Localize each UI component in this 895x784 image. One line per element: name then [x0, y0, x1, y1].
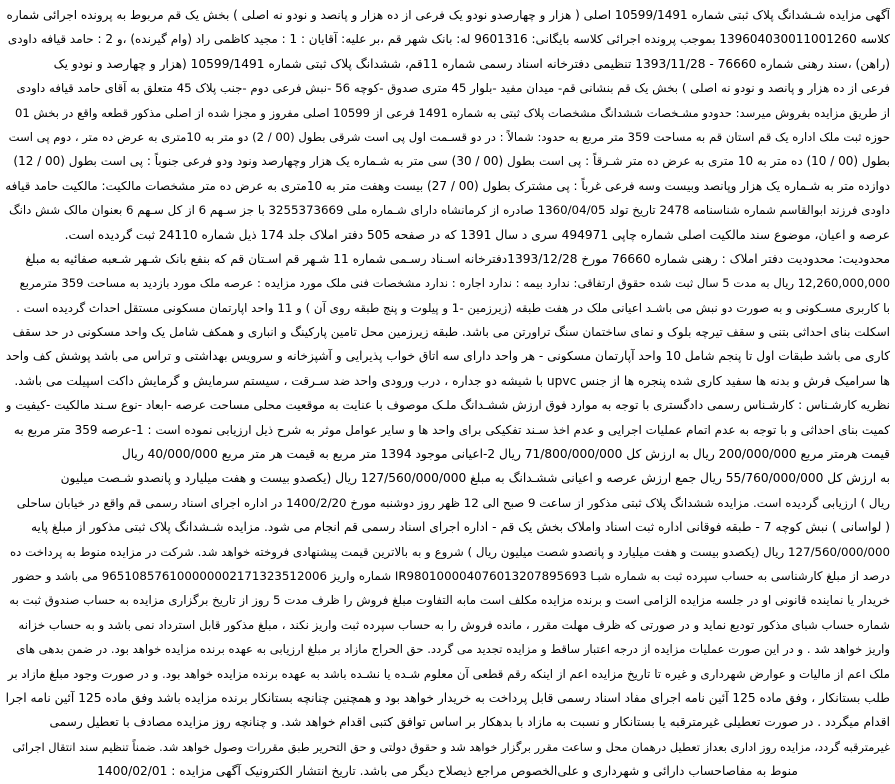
notice-line: با کاربری مسـکونی و به صورت دو نبش می باشـد اعیانی ملک در هفت طبقه (زیرزمین -1 و پیلوت و پنج طبقه روی آن ) و 11 واحد اپارتمان مسکونی مستقل احداث گردیده است .: [16, 300, 890, 315]
notice-line: بطول (00 / 10) ده متر به 10 متری به عرض ده متر شـرقاً : پی است بطول (00 / 30) سی متر به شـماره یک هزار وچهارصد ونود ودو فرعی جنوباً : پی است بطول (00 / 12): [13, 154, 890, 169]
notice-line: غیرمترقبه گردد، مزایده روز اداری بعداز تعطیل درهمان محل و ساعت مقرر برگزار خواهد شد و حقوق دولتی و حق التحریر طبق مقررات وصول خواهد شد. ضمناً تنظیم سند انتقال اجرائی: [12, 739, 890, 754]
notice-line: اسکلت بنای احداثی بتنی و سقف تیرچه بلوک و نمای ساختمان سنگ تراورتن می باشد. طبقه زیرزمین محل تامین پارکینگ و انباری و همکف شامل یک واحد مسکونی در حد سقف: [12, 325, 890, 340]
notice-line: ریال ) ارزیابی گردیده است. مزایده ششدانگ پلاک ثبتی مذکور از ساعت 9 صبح الی 12 ظهر روز دوشنبه مورخ 1400/2/20 در اداره اجرای اسناد رسمی قم واقع در خیابان ساحلی: [16, 495, 890, 510]
publication-date-line: منوط به مفاصاحساب دارائی و شهرداری و علی‌الخصوص مراجع ذیصلاح دیگر می باشد. تاریخ انتشار الکترونیک آگهی مزایده : 1400/02/01: [97, 764, 798, 779]
notice-line: کلاسه 139604030011001260 بموجب پرونده اجرائی کلاسه بایگانی: 9601316 له: بانک شهر قم ،بر علیه: آقایان : 1 : مجید کاظمی راد (وام گیرنده) ،و 2 : حامد قیافه داودی: [7, 32, 890, 47]
notice-line: نظریه کارشـناس : کارشـناس رسمی دادگستری با توجه به موارد فوق ارزش ششـدانگ ملـک موصوف با عنایت به موقعیت محلی مساحت عرصه -ابعاد -نوع سـند مالکیت -کیفیت و: [5, 398, 890, 413]
notice-line: آگهی مزایده شـشدانگ پلاک ثبتی شماره 10599/1491 اصلی ( هزار و چهارصدو نودو یک فرعی از ده هزار و پانصد و نودو نه اصلی ) بخش یک قم مربوط به پرونده اجرائی شماره: [6, 8, 890, 22]
notice-line: طلب بستانکار ، وفق ماده 125 آئین نامه اجرای مفاد اسناد رسمی قابل پرداخت به خریدار خواهد بود و همچنین چنانچه بستانکار برنده مزایده باشد وفق ماده 125 آئین نامه اجرا: [5, 690, 890, 705]
notice-line: فرعی از ده هزار و پانصد و نودو نه اصلی ) بخش یک قم بنشانی قم- میدان مفید -بلوار 45 متری صدوق -کوچه 56 -نبش فرعی دوم -جنب پلاک 45 متعلق به آقای حامد قیافه داودی: [16, 81, 890, 96]
notice-line: از طریق مزایده بفروش میرسد: حدودو مشـخصات ششدانگ مشخصات پلاک ثبتی به شماره 1491 فرعی از 10599 اصلی مفروز و مجزا شده از اصلی مذکور قطعه واقع در بخش 01: [15, 105, 890, 120]
notice-line: عرصه و اعیان، موضوع سند مالکیت اصلی شماره چاپی 494971 سری د سال 1391 که در صفحه 505 دفتر املاک جلد 174 ذیل شماره 24110 ثبت گردیده است.: [64, 227, 890, 242]
notice-line: درصد از مبلغ کارشناسی به حساب سپرده ثبت به شماره شبـا IR980100004076013207895693 شماره واریز 965108576100000002171323512006 می باشد و حضور: [12, 568, 890, 583]
notice-line: (راهن) ،سند رهنی شماره 76660 - 1393/11/28 تنظیمی دفترخانه اسناد رسمی شماره 11قم، ششدانگ پلاک ثبتی شماره 10599/1491 (هزار و چهارصد و نودو یک: [53, 56, 890, 71]
notice-line: اقدام میگردد . در صورت تعطیلی غیرمترقبه یا بستانکار و نسبت به مازاد با بدهکار بر اساس توافق کتبی اقدام خواهد شد. و چنانچه روز مزایده مصادف با تعطیل رسمی: [49, 715, 890, 730]
notice-line: خریدار یا نماینده قانونی او در جلسه مزایده الزامی است و برنده مزایده مکلف است مابه التفاوت مبلغ فروش را ظرف مدت 5 روز از تاریخ برگزاری مزایده به حساب صندوق ثبت به: [9, 593, 890, 608]
notice-line: محدودیت: محدودیت دفتر املاک : رهنی شماره 76660 مورخ 1393/12/28دفترخانه اسـناد رسـمی شماره 11 شـهر قم اسـتان قم که بنفع بانک شـهر شـعبه صفائیه به مبلغ: [25, 251, 890, 266]
notice-line: ملک اعم از مالیات و عوارض شهرداری و غیره تا تاریخ مزایده اعم از اینکه رقم قطعی آن معلوم شـده یا نشـده باشد به عهده برنده مزایده خواهد بود. و در صورت وجود مبلغ مازاد بر: [7, 666, 890, 681]
notice-line: 127/560/000/000 ریال (یکصدو بیست و هفت میلیارد و پانصدو شصت میلیون ریال ) شروع و به بالاترین قیمت پیشنهادی فروخته خواهد شد. شرکت در مزایده منوط به پرداخت ده: [10, 544, 890, 559]
notice-line: شماره حساب شبای مذکور تودیع نماید و در صورتی که ظرف مهلت مقرر ، مانده فروش را به حساب سپرده ثبت واریز نکند ، مبلغ مذکور قابل استرداد نمی باشد و به حساب خزانه: [18, 617, 890, 632]
notice-line: 12,260,000,000 ریال به مدت 5 سال ثبت شده حقوق ارتفاقی: ندارد بیمه : ندارد اجاره : ندارد مشخصات فنی ملک مورد مزایده : عرصه ملک مورد بازدید به مساحت 359 مترمربع: [19, 276, 890, 291]
notice-line: دوازده متر به شـماره یک هزار وپانصد وبیست وسه فرعی غرباً : پی مشترک بطول (00 / 27) بیست وهفت متر به 10متری به عرض ده متر مشخصات مالکیت: مالکیت حامد قیافه: [5, 178, 890, 193]
notice-line: ها سرامیک فرش و بدنه ها سفید کاری شده پنجره ها از جنس upvc با شیشه دو جداره ، درب ورودی واحد ضد سـرقت ، سیستم سرمایش و گرمایش داکت اسپیلت می باشد.: [14, 373, 890, 388]
notice-line: ( لواسانی ) نبش کوچه 7 - طبقه فوقانی اداره ثبت اسناد واملاک بخش یک قم - اداره اجرای اسناد رسمی قم انجام می شود. مزایده شـشدانگ پلاک ثبتی مذکور از مبلغ پایه: [31, 520, 890, 535]
notice-line: کاری می باشد طبقات اول تا پنجم شامل 10 واحد آپارتمان مسکونی - هر واحد دارای سه اتاق خواب پذیرایی و آشپزخانه و سرویس بهداشتی و تراس می باشد پوشش کف واحد: [5, 349, 890, 364]
notice-line: قیمت هرمتر مربع 200/000/000 ریال به ارزش کل 71/800/000/000 ریال 2-اعیانی موجود 1394 متر مربع به قیمت هر متر مربع 40/000/000 ریال: [121, 447, 890, 462]
notice-line: حوزه ثبت ملک اداره یک قم استان قم به مساحت 359 متر مربع به حدود: شمالاً : در دو قسـمت اول پی است شرقی بطول (00 / 2) دو متر به 10متری به عرض ده متر ، دوم پی است: [8, 129, 890, 144]
notice-line: کمیت بنای احداثی و با توجه به عدم اتمام عملیات اجرایی و عدم اخذ سـند تفکیکی برای واحد ها و سایر عوامل موثر به شرح ذیل ارزیابی نموده است : 1-عرصه 359 متر مربع به: [13, 422, 890, 437]
notice-line: به ارزش کل 55/760/000/000 ریال جمع ارزش عرصه و اعیانی ششـدانگ به مبلغ 127/560/000/000 ریال (یکصدو بیست و هفت میلیارد و پانصدو شـصت میلیون: [60, 471, 890, 486]
notice-line: واریز خواهد شد . و در این صورت عملیات مزایده از درجه اعتبار ساقط و مزایده تجدید می گردد. حق الحراج مازاد بر مبلغ ارزیابی به عهده برنده مزایده خواهد بود. در ضمن بدهی های: [16, 642, 890, 657]
notice-line: داودی فرزند ابوالقاسم شماره شناسنامه 2478 تاریخ تولد 1360/04/05 صادره از کرمانشاه دارای شـماره ملی 3255373669 با جز سـهم 6 از کل سـهم 6 بعنوان مالک شش دانگ: [9, 203, 890, 218]
